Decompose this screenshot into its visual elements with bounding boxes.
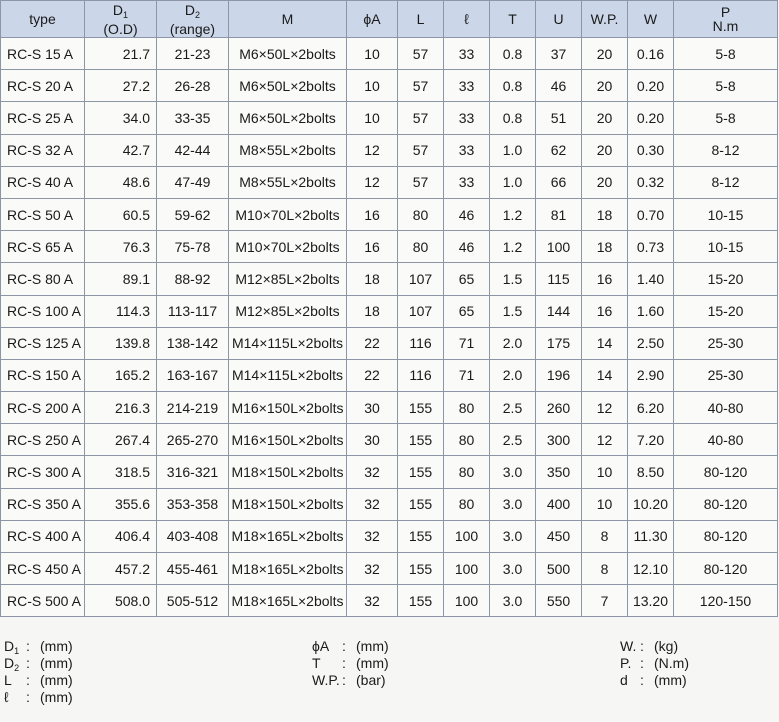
cell-u: 196 bbox=[536, 359, 582, 391]
legend-key: ϕA bbox=[312, 638, 330, 654]
header-d2: $D_2$ (range) bbox=[157, 1, 229, 38]
cell-wp: 10 bbox=[582, 456, 628, 488]
header-m: M bbox=[229, 1, 347, 38]
cell-wp: 18 bbox=[582, 231, 628, 263]
cell-t: 1.0 bbox=[490, 134, 536, 166]
cell-u: 115 bbox=[536, 263, 582, 295]
cell-type: RC-S 500 A bbox=[1, 585, 85, 617]
cell-p: 40-80 bbox=[674, 424, 778, 456]
cell-m: M12×85L×2bolts bbox=[229, 263, 347, 295]
table-row bbox=[1, 520, 778, 552]
cell-l-script: 33 bbox=[444, 70, 490, 102]
cell-phi-a: 32 bbox=[347, 520, 398, 552]
legend-unit: (kg) bbox=[654, 638, 679, 654]
legend-separator: : bbox=[342, 638, 346, 654]
legend-separator: : bbox=[640, 655, 644, 671]
cell-d1: 76.3 bbox=[85, 231, 157, 263]
cell-w: 2.50 bbox=[628, 327, 674, 359]
legend-separator: : bbox=[26, 689, 30, 705]
cell-type: RC-S 80 A bbox=[1, 263, 85, 295]
cell-wp: 20 bbox=[582, 102, 628, 134]
cell-d1: 355.6 bbox=[85, 488, 157, 520]
cell-t: 1.5 bbox=[490, 263, 536, 295]
cell-phi-a: 10 bbox=[347, 102, 398, 134]
legend-unit: (mm) bbox=[40, 689, 73, 705]
header-wp: W.P. bbox=[582, 1, 628, 38]
cell-type: RC-S 32 A bbox=[1, 134, 85, 166]
legend-separator: : bbox=[342, 655, 346, 671]
cell-l-script: 100 bbox=[444, 585, 490, 617]
legend-unit: (N.m) bbox=[654, 655, 689, 671]
cell-d2: 88-92 bbox=[157, 263, 229, 295]
units-legend bbox=[0, 628, 779, 722]
legend-key: P. bbox=[620, 655, 632, 671]
cell-d1: 21.7 bbox=[85, 38, 157, 70]
cell-l-script: 33 bbox=[444, 38, 490, 70]
legend-separator: : bbox=[26, 638, 30, 654]
cell-m: M14×115L×2bolts bbox=[229, 359, 347, 391]
legend-item bbox=[4, 638, 73, 655]
cell-w: 1.40 bbox=[628, 263, 674, 295]
cell-l-script: 65 bbox=[444, 263, 490, 295]
cell-u: 500 bbox=[536, 553, 582, 585]
table-row bbox=[1, 231, 778, 263]
legend-item bbox=[4, 689, 73, 706]
cell-l-upper: 107 bbox=[398, 295, 444, 327]
table-row bbox=[1, 327, 778, 359]
cell-d2: 138-142 bbox=[157, 327, 229, 359]
cell-phi-a: 32 bbox=[347, 553, 398, 585]
cell-l-upper: 155 bbox=[398, 585, 444, 617]
cell-p: 25-30 bbox=[674, 327, 778, 359]
cell-w: 10.20 bbox=[628, 488, 674, 520]
legend-item bbox=[4, 655, 73, 672]
cell-p: 80-120 bbox=[674, 456, 778, 488]
cell-t: 0.8 bbox=[490, 38, 536, 70]
cell-phi-a: 10 bbox=[347, 70, 398, 102]
cell-m: M18×150L×2bolts bbox=[229, 456, 347, 488]
cell-wp: 12 bbox=[582, 424, 628, 456]
legend-item bbox=[312, 638, 389, 655]
cell-w: 0.20 bbox=[628, 102, 674, 134]
cell-d2: 21-23 bbox=[157, 38, 229, 70]
cell-type: RC-S 50 A bbox=[1, 198, 85, 230]
cell-u: 350 bbox=[536, 456, 582, 488]
legend-unit: (mm) bbox=[40, 655, 73, 671]
legend-separator: : bbox=[342, 672, 346, 688]
cell-m: M8×55L×2bolts bbox=[229, 134, 347, 166]
cell-t: 1.2 bbox=[490, 198, 536, 230]
cell-t: 2.5 bbox=[490, 392, 536, 424]
legend-key: W. bbox=[620, 638, 637, 654]
cell-l-script: 80 bbox=[444, 392, 490, 424]
cell-t: 3.0 bbox=[490, 488, 536, 520]
cell-type: RC-S 65 A bbox=[1, 231, 85, 263]
table-row bbox=[1, 134, 778, 166]
cell-d2: 163-167 bbox=[157, 359, 229, 391]
cell-m: M18×165L×2bolts bbox=[229, 553, 347, 585]
cell-d2: 47-49 bbox=[157, 166, 229, 198]
legend-unit: (mm) bbox=[356, 638, 389, 654]
cell-u: 46 bbox=[536, 70, 582, 102]
cell-l-upper: 155 bbox=[398, 392, 444, 424]
cell-phi-a: 18 bbox=[347, 263, 398, 295]
cell-d2: 316-321 bbox=[157, 456, 229, 488]
cell-m: M16×150L×2bolts bbox=[229, 424, 347, 456]
legend-key: $D_2$ bbox=[4, 655, 20, 673]
cell-t: 3.0 bbox=[490, 456, 536, 488]
legend-unit: (mm) bbox=[40, 672, 73, 688]
cell-u: 100 bbox=[536, 231, 582, 263]
cell-l-script: 80 bbox=[444, 424, 490, 456]
header-p: P N.m bbox=[674, 1, 778, 38]
cell-w: 2.90 bbox=[628, 359, 674, 391]
legend-key: $D_1$ bbox=[4, 638, 20, 656]
table-row bbox=[1, 38, 778, 70]
cell-d1: 60.5 bbox=[85, 198, 157, 230]
cell-d2: 353-358 bbox=[157, 488, 229, 520]
cell-u: 66 bbox=[536, 166, 582, 198]
cell-w: 12.10 bbox=[628, 553, 674, 585]
cell-wp: 20 bbox=[582, 166, 628, 198]
cell-type: RC-S 450 A bbox=[1, 553, 85, 585]
cell-m: M18×150L×2bolts bbox=[229, 488, 347, 520]
legend-key: ℓ bbox=[4, 689, 9, 705]
header-w: W bbox=[628, 1, 674, 38]
cell-l-upper: 155 bbox=[398, 553, 444, 585]
cell-m: M6×50L×2bolts bbox=[229, 70, 347, 102]
cell-l-upper: 57 bbox=[398, 70, 444, 102]
legend-column-1 bbox=[4, 638, 73, 706]
cell-m: M8×55L×2bolts bbox=[229, 166, 347, 198]
table-row bbox=[1, 70, 778, 102]
cell-wp: 20 bbox=[582, 70, 628, 102]
cell-phi-a: 32 bbox=[347, 488, 398, 520]
cell-wp: 7 bbox=[582, 585, 628, 617]
cell-wp: 12 bbox=[582, 392, 628, 424]
cell-l-script: 71 bbox=[444, 359, 490, 391]
cell-u: 51 bbox=[536, 102, 582, 134]
cell-l-script: 33 bbox=[444, 166, 490, 198]
cell-phi-a: 22 bbox=[347, 359, 398, 391]
cell-d1: 318.5 bbox=[85, 456, 157, 488]
cell-type: RC-S 150 A bbox=[1, 359, 85, 391]
cell-l-script: 71 bbox=[444, 327, 490, 359]
cell-d1: 139.8 bbox=[85, 327, 157, 359]
cell-wp: 8 bbox=[582, 520, 628, 552]
cell-t: 1.0 bbox=[490, 166, 536, 198]
cell-l-upper: 107 bbox=[398, 263, 444, 295]
header-u: U bbox=[536, 1, 582, 38]
cell-type: RC-S 25 A bbox=[1, 102, 85, 134]
cell-d1: 406.4 bbox=[85, 520, 157, 552]
cell-p: 15-20 bbox=[674, 295, 778, 327]
cell-wp: 18 bbox=[582, 198, 628, 230]
cell-phi-a: 30 bbox=[347, 424, 398, 456]
cell-w: 8.50 bbox=[628, 456, 674, 488]
cell-type: RC-S 300 A bbox=[1, 456, 85, 488]
cell-l-script: 46 bbox=[444, 198, 490, 230]
cell-l-upper: 116 bbox=[398, 327, 444, 359]
cell-w: 0.30 bbox=[628, 134, 674, 166]
cell-l-upper: 57 bbox=[398, 102, 444, 134]
cell-d2: 59-62 bbox=[157, 198, 229, 230]
table-body bbox=[1, 38, 778, 617]
legend-column-3 bbox=[620, 638, 689, 689]
cell-t: 0.8 bbox=[490, 102, 536, 134]
cell-l-script: 33 bbox=[444, 102, 490, 134]
cell-w: 0.16 bbox=[628, 38, 674, 70]
legend-separator: : bbox=[26, 655, 30, 671]
table-row bbox=[1, 166, 778, 198]
cell-u: 300 bbox=[536, 424, 582, 456]
cell-wp: 8 bbox=[582, 553, 628, 585]
cell-m: M10×70L×2bolts bbox=[229, 198, 347, 230]
header-type: type bbox=[1, 1, 85, 38]
cell-d2: 455-461 bbox=[157, 553, 229, 585]
cell-type: RC-S 20 A bbox=[1, 70, 85, 102]
cell-l-script: 100 bbox=[444, 520, 490, 552]
legend-key: d bbox=[620, 672, 628, 688]
cell-t: 1.2 bbox=[490, 231, 536, 263]
cell-l-upper: 57 bbox=[398, 166, 444, 198]
cell-phi-a: 18 bbox=[347, 295, 398, 327]
cell-type: RC-S 100 A bbox=[1, 295, 85, 327]
cell-d2: 505-512 bbox=[157, 585, 229, 617]
table-row bbox=[1, 585, 778, 617]
cell-l-upper: 155 bbox=[398, 424, 444, 456]
cell-wp: 16 bbox=[582, 263, 628, 295]
cell-l-script: 33 bbox=[444, 134, 490, 166]
legend-key: T bbox=[312, 655, 321, 671]
cell-d1: 48.6 bbox=[85, 166, 157, 198]
cell-type: RC-S 125 A bbox=[1, 327, 85, 359]
cell-d2: 42-44 bbox=[157, 134, 229, 166]
cell-p: 10-15 bbox=[674, 198, 778, 230]
cell-p: 80-120 bbox=[674, 520, 778, 552]
cell-d2: 214-219 bbox=[157, 392, 229, 424]
cell-phi-a: 32 bbox=[347, 456, 398, 488]
header-l-upper: L bbox=[398, 1, 444, 38]
legend-item bbox=[620, 672, 689, 689]
cell-phi-a: 12 bbox=[347, 166, 398, 198]
cell-d2: 26-28 bbox=[157, 70, 229, 102]
legend-item bbox=[312, 672, 389, 689]
cell-u: 62 bbox=[536, 134, 582, 166]
table-row bbox=[1, 102, 778, 134]
cell-l-script: 65 bbox=[444, 295, 490, 327]
table-row bbox=[1, 424, 778, 456]
cell-type: RC-S 250 A bbox=[1, 424, 85, 456]
cell-w: 11.30 bbox=[628, 520, 674, 552]
cell-type: RC-S 40 A bbox=[1, 166, 85, 198]
cell-phi-a: 30 bbox=[347, 392, 398, 424]
cell-m: M18×165L×2bolts bbox=[229, 585, 347, 617]
table-row bbox=[1, 359, 778, 391]
cell-p: 5-8 bbox=[674, 70, 778, 102]
cell-p: 15-20 bbox=[674, 263, 778, 295]
cell-type: RC-S 400 A bbox=[1, 520, 85, 552]
cell-l-upper: 57 bbox=[398, 38, 444, 70]
cell-t: 3.0 bbox=[490, 520, 536, 552]
cell-wp: 10 bbox=[582, 488, 628, 520]
cell-type: RC-S 350 A bbox=[1, 488, 85, 520]
header-l-script: ℓ bbox=[444, 1, 490, 38]
cell-type: RC-S 15 A bbox=[1, 38, 85, 70]
cell-t: 3.0 bbox=[490, 585, 536, 617]
cell-d1: 267.4 bbox=[85, 424, 157, 456]
legend-separator: : bbox=[640, 638, 644, 654]
cell-p: 25-30 bbox=[674, 359, 778, 391]
cell-d1: 27.2 bbox=[85, 70, 157, 102]
cell-p: 5-8 bbox=[674, 102, 778, 134]
table-row bbox=[1, 295, 778, 327]
cell-w: 13.20 bbox=[628, 585, 674, 617]
cell-t: 2.0 bbox=[490, 359, 536, 391]
legend-unit: (mm) bbox=[654, 672, 687, 688]
table-row bbox=[1, 456, 778, 488]
cell-p: 10-15 bbox=[674, 231, 778, 263]
cell-wp: 20 bbox=[582, 134, 628, 166]
cell-p: 80-120 bbox=[674, 553, 778, 585]
cell-wp: 14 bbox=[582, 327, 628, 359]
cell-u: 37 bbox=[536, 38, 582, 70]
cell-l-upper: 80 bbox=[398, 198, 444, 230]
cell-type: RC-S 200 A bbox=[1, 392, 85, 424]
cell-t: 1.5 bbox=[490, 295, 536, 327]
cell-l-upper: 80 bbox=[398, 231, 444, 263]
header-row bbox=[1, 1, 778, 38]
cell-d1: 42.7 bbox=[85, 134, 157, 166]
cell-l-upper: 116 bbox=[398, 359, 444, 391]
legend-unit: (mm) bbox=[356, 655, 389, 671]
cell-m: M6×50L×2bolts bbox=[229, 102, 347, 134]
table-row bbox=[1, 488, 778, 520]
cell-w: 0.73 bbox=[628, 231, 674, 263]
cell-p: 40-80 bbox=[674, 392, 778, 424]
cell-p: 8-12 bbox=[674, 166, 778, 198]
cell-w: 0.70 bbox=[628, 198, 674, 230]
cell-m: M6×50L×2bolts bbox=[229, 38, 347, 70]
cell-l-script: 46 bbox=[444, 231, 490, 263]
legend-item bbox=[4, 672, 73, 689]
cell-p: 8-12 bbox=[674, 134, 778, 166]
legend-separator: : bbox=[640, 672, 644, 688]
cell-m: M18×165L×2bolts bbox=[229, 520, 347, 552]
cell-t: 3.0 bbox=[490, 553, 536, 585]
cell-phi-a: 32 bbox=[347, 585, 398, 617]
cell-t: 2.5 bbox=[490, 424, 536, 456]
cell-w: 1.60 bbox=[628, 295, 674, 327]
cell-p: 80-120 bbox=[674, 488, 778, 520]
cell-w: 7.20 bbox=[628, 424, 674, 456]
cell-m: M12×85L×2bolts bbox=[229, 295, 347, 327]
cell-d1: 508.0 bbox=[85, 585, 157, 617]
cell-d2: 265-270 bbox=[157, 424, 229, 456]
cell-l-upper: 155 bbox=[398, 488, 444, 520]
cell-l-upper: 57 bbox=[398, 134, 444, 166]
cell-t: 2.0 bbox=[490, 327, 536, 359]
cell-d2: 33-35 bbox=[157, 102, 229, 134]
table-row bbox=[1, 392, 778, 424]
cell-d1: 165.2 bbox=[85, 359, 157, 391]
header-d1: $D_1$ (O.D) bbox=[85, 1, 157, 38]
cell-l-script: 80 bbox=[444, 456, 490, 488]
cell-p: 120-150 bbox=[674, 585, 778, 617]
cell-d1: 114.3 bbox=[85, 295, 157, 327]
cell-phi-a: 16 bbox=[347, 231, 398, 263]
cell-wp: 16 bbox=[582, 295, 628, 327]
header-t: T bbox=[490, 1, 536, 38]
cell-u: 550 bbox=[536, 585, 582, 617]
cell-d1: 216.3 bbox=[85, 392, 157, 424]
cell-m: M16×150L×2bolts bbox=[229, 392, 347, 424]
cell-m: M14×115L×2bolts bbox=[229, 327, 347, 359]
cell-l-upper: 155 bbox=[398, 520, 444, 552]
cell-d2: 75-78 bbox=[157, 231, 229, 263]
cell-u: 400 bbox=[536, 488, 582, 520]
cell-w: 0.32 bbox=[628, 166, 674, 198]
legend-unit: (mm) bbox=[40, 638, 73, 654]
cell-wp: 14 bbox=[582, 359, 628, 391]
cell-w: 0.20 bbox=[628, 70, 674, 102]
cell-d2: 403-408 bbox=[157, 520, 229, 552]
cell-l-upper: 155 bbox=[398, 456, 444, 488]
table-row bbox=[1, 553, 778, 585]
legend-column-2 bbox=[312, 638, 389, 689]
cell-m: M10×70L×2bolts bbox=[229, 231, 347, 263]
cell-u: 450 bbox=[536, 520, 582, 552]
cell-u: 81 bbox=[536, 198, 582, 230]
legend-item bbox=[620, 655, 689, 672]
table-row bbox=[1, 263, 778, 295]
cell-phi-a: 12 bbox=[347, 134, 398, 166]
cell-t: 0.8 bbox=[490, 70, 536, 102]
legend-key: L bbox=[4, 672, 12, 688]
legend-unit: (bar) bbox=[356, 672, 386, 688]
cell-phi-a: 10 bbox=[347, 38, 398, 70]
legend-item bbox=[312, 655, 389, 672]
cell-l-script: 100 bbox=[444, 553, 490, 585]
cell-d1: 457.2 bbox=[85, 553, 157, 585]
cell-phi-a: 22 bbox=[347, 327, 398, 359]
cell-wp: 20 bbox=[582, 38, 628, 70]
cell-u: 175 bbox=[536, 327, 582, 359]
cell-w: 6.20 bbox=[628, 392, 674, 424]
legend-separator: : bbox=[26, 672, 30, 688]
table-row bbox=[1, 198, 778, 230]
legend-item bbox=[620, 638, 689, 655]
cell-u: 260 bbox=[536, 392, 582, 424]
legend-key: W.P. bbox=[312, 672, 340, 688]
header-phi-a: ϕA bbox=[347, 1, 398, 38]
cell-u: 144 bbox=[536, 295, 582, 327]
cell-l-script: 80 bbox=[444, 488, 490, 520]
cell-d2: 113-117 bbox=[157, 295, 229, 327]
cell-phi-a: 16 bbox=[347, 198, 398, 230]
cell-d1: 34.0 bbox=[85, 102, 157, 134]
cell-p: 5-8 bbox=[674, 38, 778, 70]
cell-d1: 89.1 bbox=[85, 263, 157, 295]
